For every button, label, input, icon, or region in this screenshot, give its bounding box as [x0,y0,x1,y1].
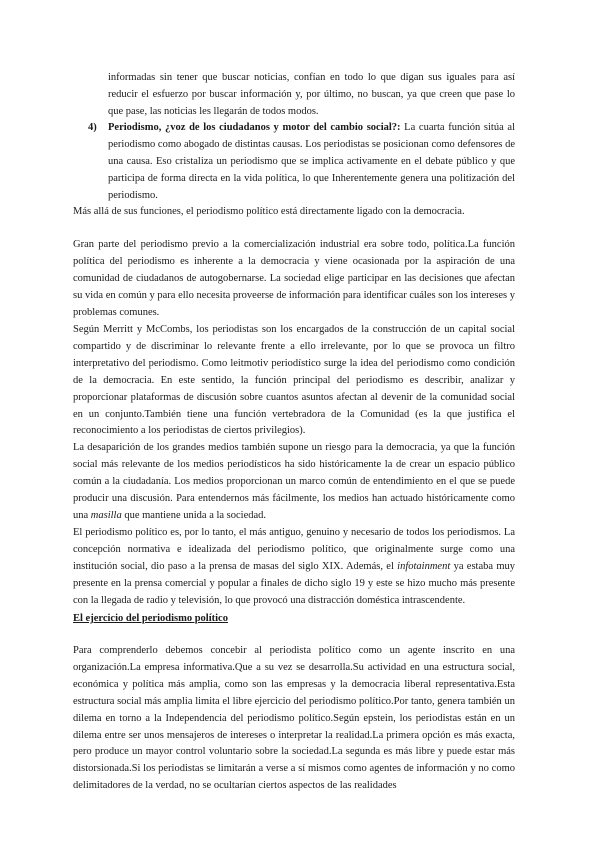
p5-text-b: ya estaba muy presente en la prensa comercial y popular a finales de dicho siglo 19 y este se hizo mucho más presente con la llegada de radio y televisión, lo que provocó una distracción doméstica intrascendente. [73,560,515,606]
p4-text-a: La desaparición de los grandes medios también supone un riesgo para la democracia, ya que la función social más relevante de los medios periodísticos ha sido históricamente la de crear un espacio público común a la ciudadanía. Los medios proporcionan un marco común de entendimiento en el que se puede producir una discusión. Para entendernos más fácilmente, los medios han actuado históricamente como una [73,442,515,521]
p4-text-b: que mantiene unida a la sociedad. [121,509,267,521]
p5-text-a: El periodismo político es, por lo tanto, el más antiguo, genuino y necesario de todos los periodismos. La concepción normativa e idealizada del periodismo político, que originalmente surge como una institución social, dio paso a la prensa de masas del siglo XIX. Además, el [73,527,515,572]
paragraph-political-journalism [73,525,515,610]
paragraph-media-disappearance [73,440,515,525]
section-heading: El ejercicio del periodismo político [73,613,228,624]
paragraph-exercise: Para comprenderlo debemos concebir al periodista político como un agente inscrito en una organización.La empresa informativa.Que a su vez se desarrolla.Su actividad en una estructura social, económica y política más amplia, como son las empresas y la democracia liberal representativa.Esta estructura social más amplia limita el libre ejercicio del periodismo político.Por tanto, genera también un dilema en torno a la Independencia del periodismo político.Según epstein, los periodistas están en un dilema entre ser unos mensajeros de intereses o interpretar la realidad.La primera opción es más exacta, pero produce un mayor control voluntario sobre la sociedad.La segunda es más libre y puede estar más distorsionada.Si los periodistas se limitarán a verse a sí mismos como agentes de información y no como delimitadores de la verdad, no se ocultarían ciertos aspectos de las realidades [73,645,515,792]
p5-emphasis: infotainment [397,560,451,572]
list-item-4-body: La cuarta función sitúa al periodismo como abogado de distintas causas. Los periodistas se posicionan como defensores de una causa. Eso cristaliza un periodismo que se implica activamente en el debate público y que participa de forma directa en la vida política, lo que Inherentemente genera una politización del periodismo. [108,122,515,201]
list-item-4 [108,120,515,205]
paragraph-democracy: Más allá de sus funciones, el periodismo político está directamente ligado con la democracia. [73,206,465,217]
list-item-3-continuation: informadas sin tener que buscar noticias, confían en todo lo que digan sus iguales para así reducir el esfuerzo por buscar información y, por último, no buscan, ya que creen que pase lo que pase, las noticias les llegarán de todos modos. [108,72,515,117]
list-number-4: 4) [88,122,97,133]
paragraph-merritt-mccombs: Según Merritt y McCombs, los periodistas son los encargados de la construcción de un capital social compartido y de discriminar lo relevante frente a ello irrelevante, por lo que se provoca un filtro interpretativo del periodismo. Como leitmotiv periodístico surge la idea del periodismo como condición de la democracia. En este sentido, la función principal del periodismo es describir, analizar y proporcionar plataformas de discusión sobre cuantos asuntos afectan al devenir de la comunidad social en un conjunto.También tiene una función vertebradora de la Comunidad (es la que justifica el reconocimiento a los periodistas de ciertos privilegios). [73,324,515,437]
list-item-4-lead: Periodismo, ¿voz de los ciudadanos y motor del cambio social?: [108,122,401,133]
p4-emphasis: masilla [90,509,122,521]
paragraph-political-function: Gran parte del periodismo previo a la comercialización industrial era sobre todo, política.La función política del periodismo es inherente a la democracia y viene ocasionada por la aspiración de una comunidad de ciudadanos de autogobernarse. La sociedad elige participar en las decisiones que afectan su vida en común y para ello necesita proveerse de información para identificar cuáles son los intereses y problemas comunes. [73,239,515,318]
